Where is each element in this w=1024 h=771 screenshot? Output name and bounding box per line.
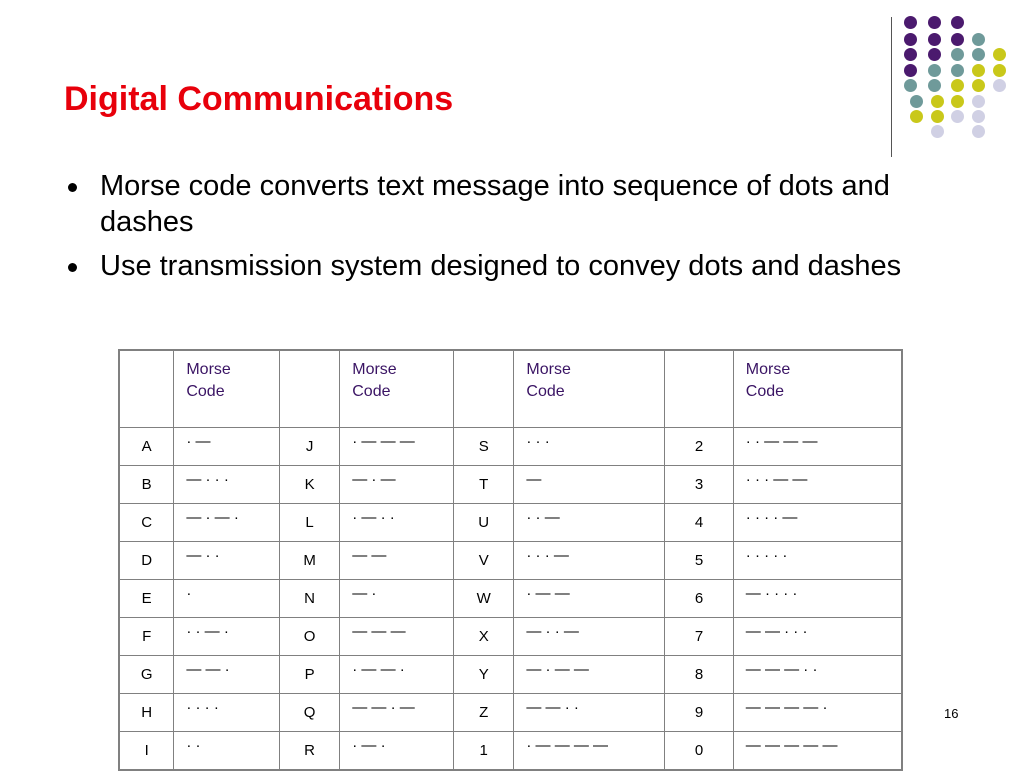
morse-code-cell: — · · · ·: [733, 580, 902, 618]
character-cell: N: [279, 580, 339, 618]
decorative-dot: [972, 79, 985, 92]
morse-code-cell: — — — · ·: [733, 656, 902, 694]
morse-code-cell: ·: [174, 580, 280, 618]
character-cell: D: [119, 542, 174, 580]
character-cell: U: [454, 504, 514, 542]
morse-code-cell: — — —: [340, 618, 454, 656]
morse-code-cell: — —: [340, 542, 454, 580]
character-cell: H: [119, 694, 174, 732]
table-row: [119, 694, 902, 732]
morse-code-cell: · — — ·: [340, 656, 454, 694]
bullet-item: [64, 248, 964, 284]
decorative-dot: [928, 33, 941, 46]
morse-code-cell: · — · ·: [340, 504, 454, 542]
character-cell: W: [454, 580, 514, 618]
table-row: [119, 618, 902, 656]
table-header-cell: Morse Code: [340, 350, 454, 428]
character-cell: Y: [454, 656, 514, 694]
table-header-cell: [279, 350, 339, 428]
decorative-dot: [993, 79, 1006, 92]
table-row: [119, 466, 902, 504]
morse-code-cell: — · — ·: [174, 504, 280, 542]
decorative-dot-grid: [0, 0, 1024, 160]
bullet-dot-icon: [68, 263, 77, 272]
decorative-dot: [972, 64, 985, 77]
table-header-cell: [119, 350, 174, 428]
table-header-cell: Morse Code: [514, 350, 665, 428]
morse-code-cell: — — · —: [340, 694, 454, 732]
decorative-dot: [972, 33, 985, 46]
character-cell: M: [279, 542, 339, 580]
bullet-dot-icon: [68, 183, 77, 192]
decorative-dot: [972, 48, 985, 61]
character-cell: I: [119, 732, 174, 771]
character-cell: F: [119, 618, 174, 656]
page-number: 16: [944, 706, 959, 721]
character-cell: L: [279, 504, 339, 542]
decorative-dot: [931, 110, 944, 123]
morse-code-cell: · — —: [514, 580, 665, 618]
table-row: [119, 428, 902, 466]
decorative-dot: [951, 16, 964, 29]
morse-code-cell: — · ·: [174, 542, 280, 580]
table-row: [119, 542, 902, 580]
table-header-cell: Morse Code: [174, 350, 280, 428]
morse-code-cell: — · · ·: [174, 466, 280, 504]
decorative-dot: [951, 48, 964, 61]
character-cell: G: [119, 656, 174, 694]
decorative-dot: [928, 79, 941, 92]
table-header-cell: Morse Code: [733, 350, 902, 428]
table-row: [119, 504, 902, 542]
character-cell: 4: [665, 504, 734, 542]
decorative-dot: [993, 64, 1006, 77]
decorative-dot: [904, 79, 917, 92]
morse-code-cell: — · — —: [514, 656, 665, 694]
table-header-cell: [665, 350, 734, 428]
table-row: [119, 732, 902, 771]
decorative-dot: [993, 48, 1006, 61]
morse-code-cell: — — ·: [174, 656, 280, 694]
table-header-cell: [454, 350, 514, 428]
bullet-list: [64, 168, 964, 292]
character-cell: 7: [665, 618, 734, 656]
morse-code-cell: · · · —: [514, 542, 665, 580]
decorative-dot: [910, 110, 923, 123]
table-row: [119, 656, 902, 694]
character-cell: V: [454, 542, 514, 580]
character-cell: 0: [665, 732, 734, 771]
decorative-dot: [951, 79, 964, 92]
bullet-text: Use transmission system designed to convey dots and dashes: [100, 250, 902, 282]
morse-code-cell: — — — — —: [733, 732, 902, 771]
decorative-dot: [904, 64, 917, 77]
decorative-dot: [972, 110, 985, 123]
character-cell: O: [279, 618, 339, 656]
morse-code-cell: · —: [174, 428, 280, 466]
morse-code-cell: · · —: [514, 504, 665, 542]
slide-title: Digital Communications: [64, 80, 454, 118]
morse-code-cell: · · — ·: [174, 618, 280, 656]
character-cell: P: [279, 656, 339, 694]
decorative-dot: [928, 48, 941, 61]
character-cell: 1: [454, 732, 514, 771]
decorative-dot: [931, 125, 944, 138]
morse-code-cell: · ·: [174, 732, 280, 771]
character-cell: A: [119, 428, 174, 466]
morse-code-cell: · · · · —: [733, 504, 902, 542]
character-cell: S: [454, 428, 514, 466]
bullet-text: Morse code converts text message into sequence of dots and dashes: [100, 170, 890, 238]
morse-code-cell: — — · ·: [514, 694, 665, 732]
decorative-dot: [951, 33, 964, 46]
morse-code-cell: · · — — —: [733, 428, 902, 466]
decorative-dot: [951, 64, 964, 77]
decorative-dot: [904, 33, 917, 46]
character-cell: X: [454, 618, 514, 656]
morse-code-cell: — — · · ·: [733, 618, 902, 656]
character-cell: 6: [665, 580, 734, 618]
bullet-item: [64, 168, 964, 240]
decorative-dot: [931, 95, 944, 108]
character-cell: Z: [454, 694, 514, 732]
morse-code-cell: · · · ·: [174, 694, 280, 732]
table-header-row: [119, 350, 902, 428]
decorative-dot: [951, 95, 964, 108]
morse-code-cell: — — — — ·: [733, 694, 902, 732]
morse-code-cell: · · · · ·: [733, 542, 902, 580]
decorative-dot: [951, 110, 964, 123]
morse-code-cell: — · —: [340, 466, 454, 504]
decorative-dot: [904, 16, 917, 29]
character-cell: 9: [665, 694, 734, 732]
morse-code-table: [118, 349, 903, 771]
morse-code-cell: · · ·: [514, 428, 665, 466]
morse-code-cell: — ·: [340, 580, 454, 618]
morse-code-cell: — · · —: [514, 618, 665, 656]
character-cell: E: [119, 580, 174, 618]
decorative-dot: [928, 16, 941, 29]
decorative-dot: [928, 64, 941, 77]
decorative-dot: [972, 125, 985, 138]
morse-code-cell: · — — —: [340, 428, 454, 466]
character-cell: C: [119, 504, 174, 542]
character-cell: K: [279, 466, 339, 504]
character-cell: 2: [665, 428, 734, 466]
character-cell: 5: [665, 542, 734, 580]
morse-code-cell: · · · — —: [733, 466, 902, 504]
morse-code-cell: —: [514, 466, 665, 504]
character-cell: 3: [665, 466, 734, 504]
decorative-dot: [904, 48, 917, 61]
character-cell: Q: [279, 694, 339, 732]
character-cell: T: [454, 466, 514, 504]
morse-code-cell: · — ·: [340, 732, 454, 771]
decorative-dot: [972, 95, 985, 108]
character-cell: R: [279, 732, 339, 771]
character-cell: 8: [665, 656, 734, 694]
table-row: [119, 580, 902, 618]
morse-code-cell: · — — — —: [514, 732, 665, 771]
decorative-dot: [910, 95, 923, 108]
character-cell: J: [279, 428, 339, 466]
character-cell: B: [119, 466, 174, 504]
